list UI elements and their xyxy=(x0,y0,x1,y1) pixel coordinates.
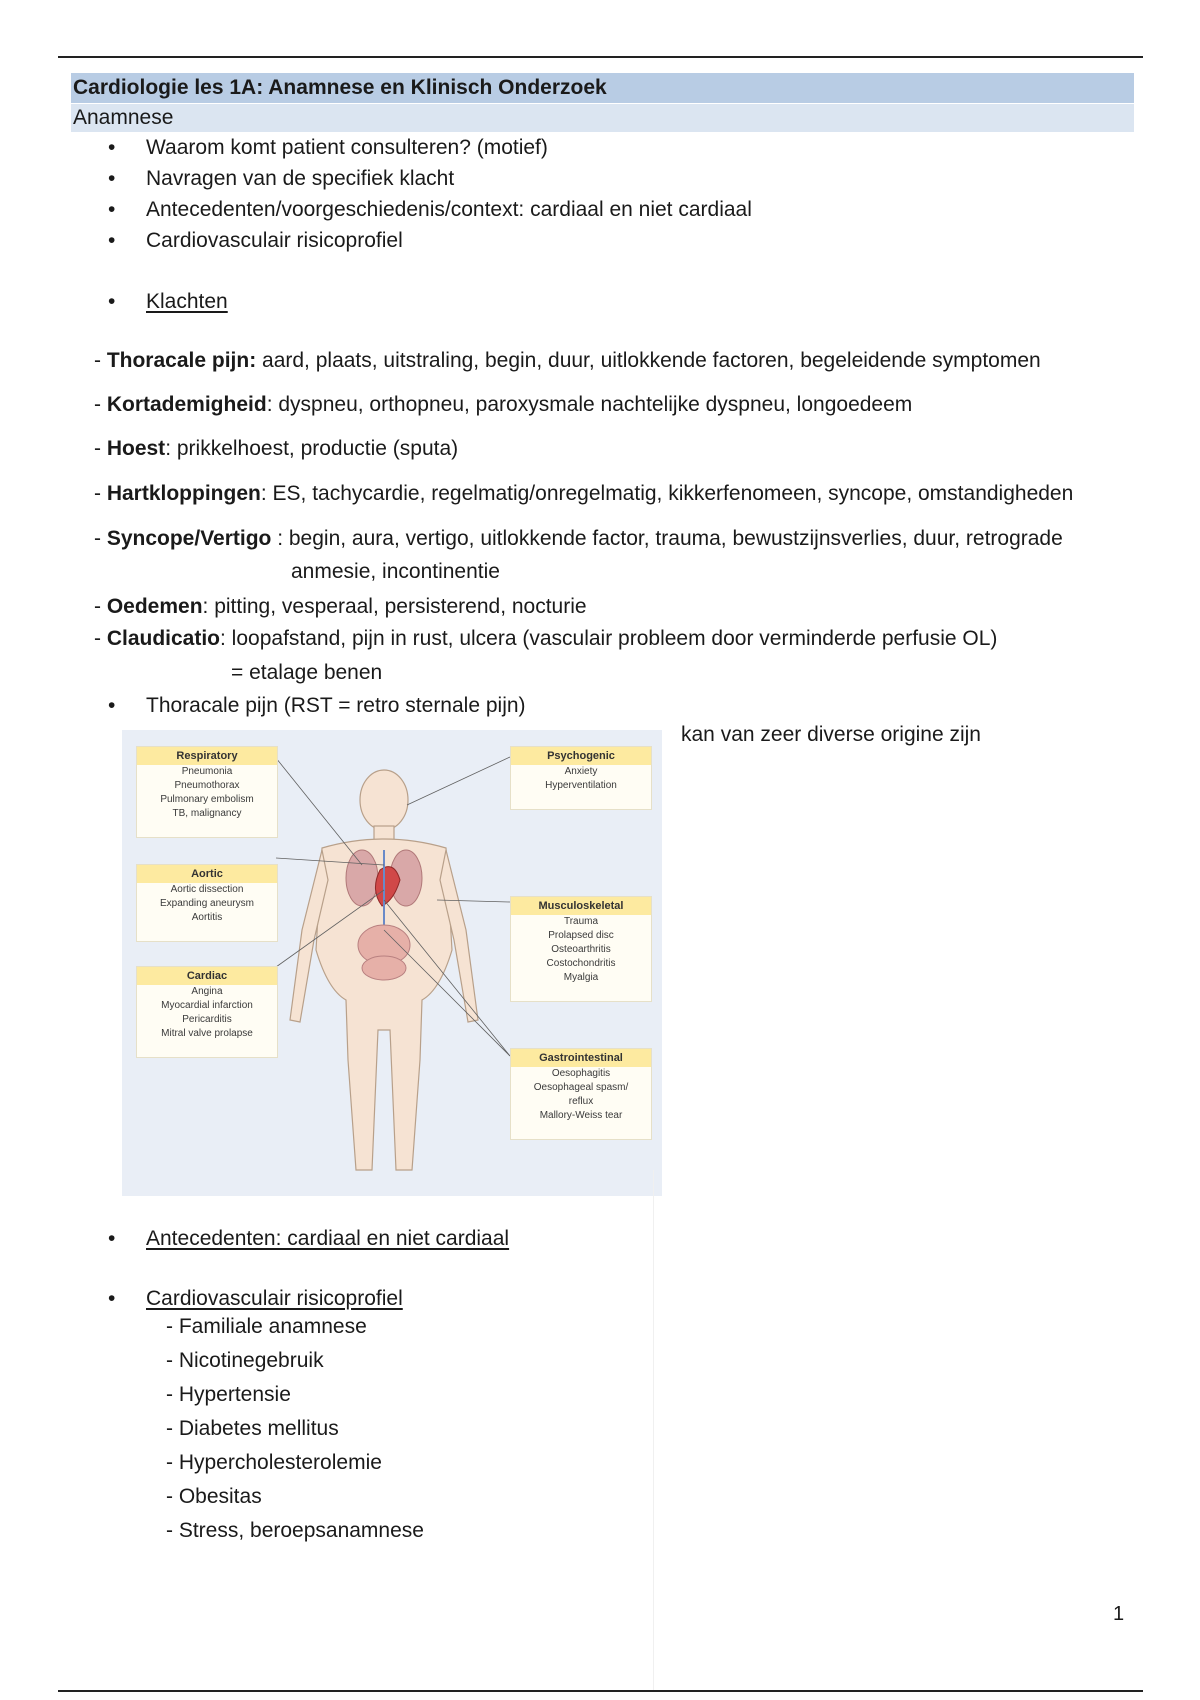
cardiac-item: Pericarditis xyxy=(182,1014,232,1025)
respiratory-box xyxy=(136,746,278,838)
aortic-item: Expanding aneurysm xyxy=(160,898,254,909)
chest-pain-causes-figure xyxy=(122,730,662,1196)
musculoskeletal-item: Prolapsed disc xyxy=(548,930,614,941)
respiratory-item: Pneumothorax xyxy=(174,780,240,791)
musculoskeletal-item: Trauma xyxy=(563,916,599,927)
gastrointestinal-item: Mallory-Weiss tear xyxy=(539,1110,623,1121)
symptom-syncope-vertigo: - Syncope/Vertigo : begin, aura, vertigo, uitlokkende factor, trauma, bewustzijnsverlies, duur, retrograde xyxy=(94,527,1063,550)
gastrointestinal-box-title: Gastrointestinal xyxy=(511,1049,651,1067)
risk-item: - Nicotinegebruik xyxy=(166,1349,324,1372)
symptom-kortademigheid: - Kortademigheid: dyspneu, orthopneu, paroxysmale nachtelijke dyspneu, longoedeem xyxy=(94,393,913,416)
cardiac-box xyxy=(136,966,278,1058)
antecedenten-bullet: • Antecedenten: cardiaal en niet cardiaal xyxy=(108,1226,509,1252)
musculoskeletal-item: Osteoarthritis xyxy=(551,944,611,955)
symptom-thoracale-pijn: - Thoracale pijn: aard, plaats, uitstraling, begin, duur, uitlokkende factoren, begeleidende symptomen xyxy=(94,349,1041,372)
gastrointestinal-item: reflux xyxy=(568,1096,594,1107)
intro-bullet: • Antecedenten/voorgeschiedenis/context: cardiaal en niet cardiaal xyxy=(108,197,752,223)
risk-item: - Diabetes mellitus xyxy=(166,1417,339,1440)
psychogenic-item: Anxiety xyxy=(564,766,598,777)
aortic-item: Aortic dissection xyxy=(170,884,244,895)
risk-item: - Obesitas xyxy=(166,1485,262,1508)
risk-item: - Familiale anamnese xyxy=(166,1315,367,1338)
bottom-rule xyxy=(58,1690,1143,1692)
section-heading: Anamnese xyxy=(71,104,1134,132)
aortic-box-title: Aortic xyxy=(137,865,277,883)
gastrointestinal-item: Oesophagitis xyxy=(551,1068,611,1079)
psychogenic-item: Hyperventilation xyxy=(545,780,617,791)
respiratory-box-title: Respiratory xyxy=(137,747,277,765)
symptom-oedemen: - Oedemen: pitting, vesperaal, persisterend, nocturie xyxy=(94,595,587,618)
symptom-claudicatio: - Claudicatio: loopafstand, pijn in rust, ulcera (vasculair probleem door verminderde perfusie OL) xyxy=(94,627,998,650)
cardiac-box-title: Cardiac xyxy=(137,967,277,985)
risk-item: - Stress, beroepsanamnese xyxy=(166,1519,424,1542)
risicoprofiel-bullet: • Cardiovasculair risicoprofiel xyxy=(108,1286,403,1312)
respiratory-item: TB, malignancy xyxy=(172,808,242,819)
diverse-origin-note: kan van zeer diverse origine zijn xyxy=(681,723,981,746)
respiratory-item: Pneumonia xyxy=(181,766,233,777)
intro-bullet: • Waarom komt patient consulteren? (motief) xyxy=(108,135,548,161)
musculoskeletal-item: Costochondritis xyxy=(546,958,616,969)
respiratory-item: Pulmonary embolism xyxy=(160,794,254,805)
aortic-item: Aortitis xyxy=(191,912,223,923)
risk-item: - Hypercholesterolemie xyxy=(166,1451,382,1474)
aortic-box xyxy=(136,864,278,942)
intro-bullet: • Cardiovasculair risicoprofiel xyxy=(108,228,403,254)
musculoskeletal-box-title: Musculoskeletal xyxy=(511,897,651,915)
cardiac-item: Myocardial infarction xyxy=(161,1000,253,1011)
symptom-hartkloppingen: - Hartkloppingen: ES, tachycardie, regelmatig/onregelmatig, kikkerfenomeen, syncope, omstandigheden xyxy=(94,482,1074,505)
psychogenic-box xyxy=(510,746,652,810)
intro-bullet: • Navragen van de specifiek klacht xyxy=(108,166,454,192)
page-number: 1 xyxy=(1113,1603,1125,1625)
risk-item: - Hypertensie xyxy=(166,1383,291,1406)
cardiac-item: Angina xyxy=(191,986,223,997)
scan-artifact-line xyxy=(653,1170,654,1690)
musculoskeletal-box xyxy=(510,896,652,1002)
symptom-hoest: - Hoest: prikkelhoest, productie (sputa) xyxy=(94,437,459,460)
psychogenic-box-title: Psychogenic xyxy=(511,747,651,765)
cardiac-item: Mitral valve prolapse xyxy=(161,1028,253,1039)
klachten-bullet: • Klachten xyxy=(108,289,228,315)
symptom-syncope-continuation: anmesie, incontinentie xyxy=(291,560,500,583)
symptom-claudicatio-continuation: = etalage benen xyxy=(231,661,383,684)
thoracale-pijn-bullet: • Thoracale pijn (RST = retro sternale pijn) xyxy=(108,693,526,719)
gastrointestinal-box xyxy=(510,1048,652,1140)
top-rule xyxy=(58,56,1143,58)
musculoskeletal-item: Myalgia xyxy=(563,972,599,983)
document-title: Cardiologie les 1A: Anamnese en Klinisch Onderzoek xyxy=(71,73,1134,103)
gastrointestinal-item: Oesophageal spasm/ xyxy=(533,1082,629,1093)
